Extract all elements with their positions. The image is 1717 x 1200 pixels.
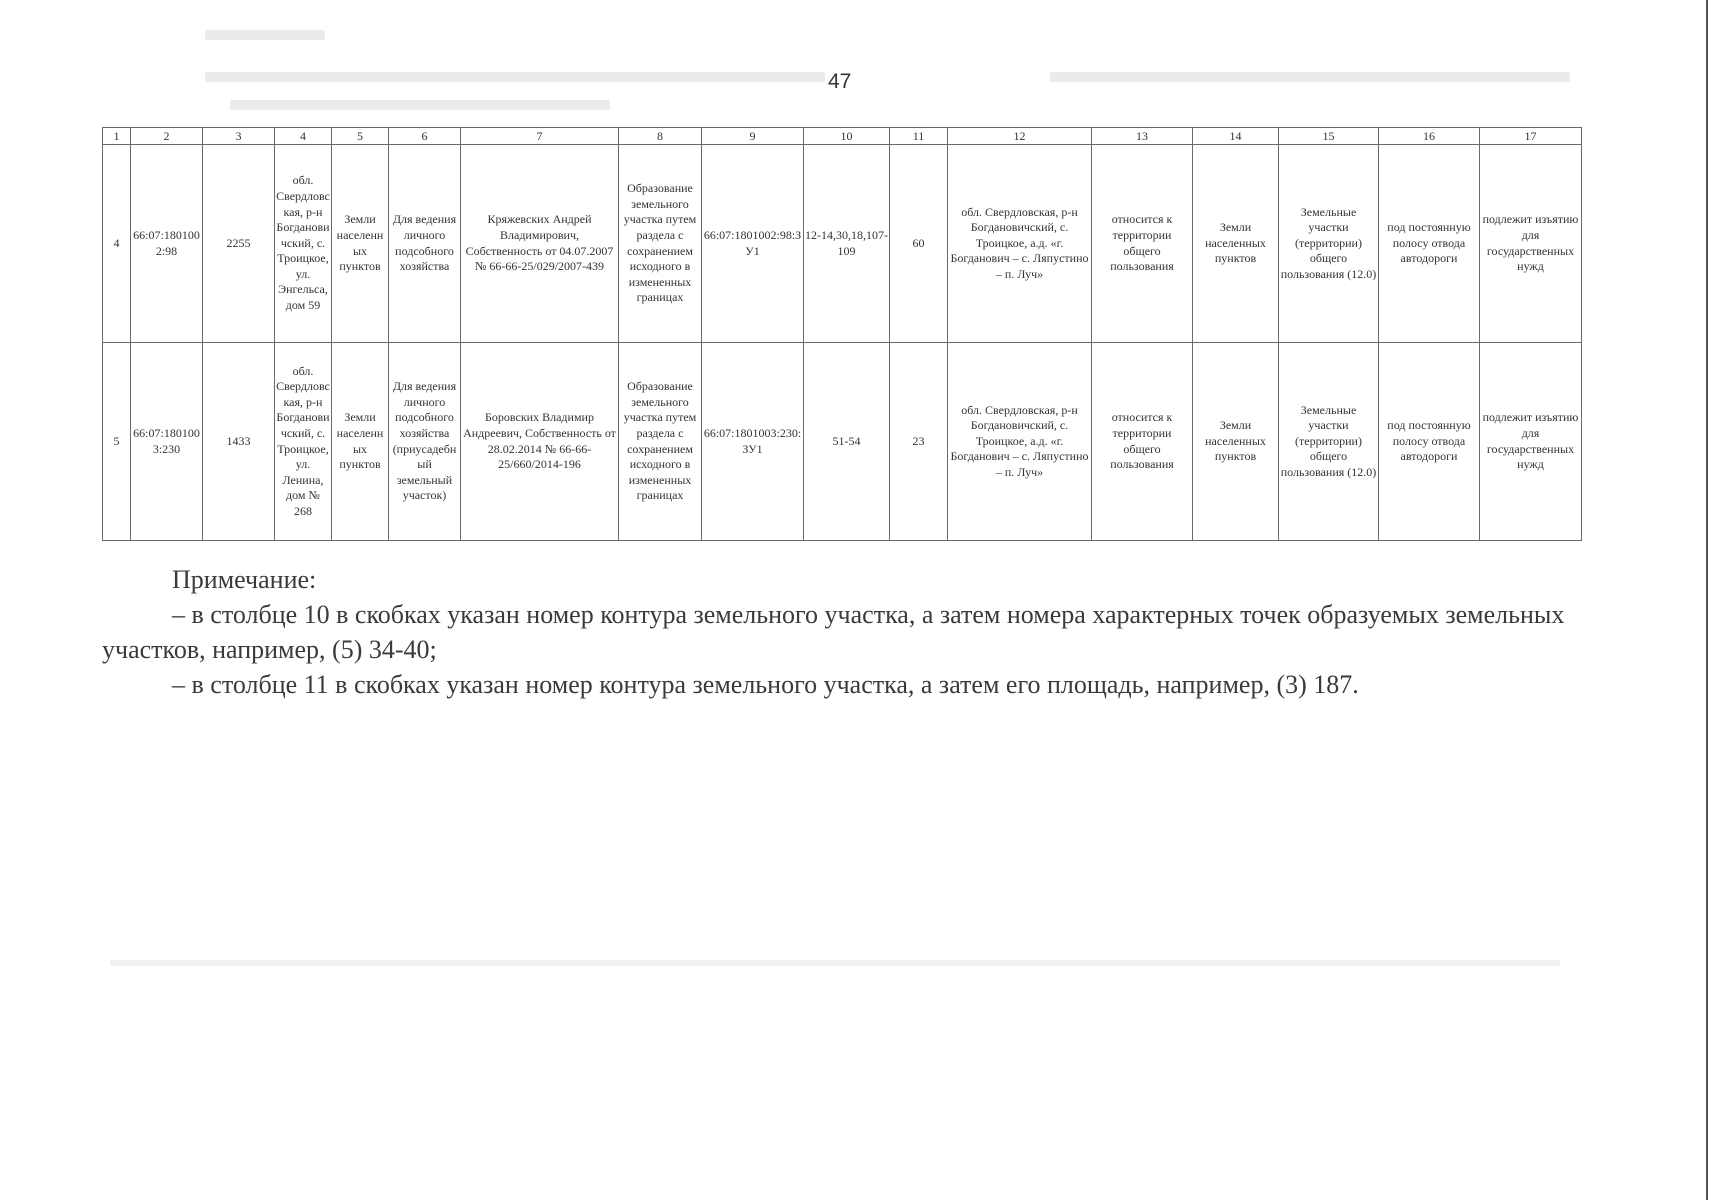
- row-number-cell: 4: [103, 145, 131, 343]
- cadastral-number-cell: 66:07:1801003:230: [131, 343, 203, 541]
- cadastral-number-cell: 66:07:1801002:98: [131, 145, 203, 343]
- table-row: [103, 145, 1582, 343]
- land-plots-table: [102, 127, 1582, 541]
- new-land-category-cell: Земли населенных пунктов: [1193, 343, 1279, 541]
- new-plot-designation-cell: 66:07:1801002:98:ЗУ1: [702, 145, 804, 343]
- address-cell: обл. Свердловская, р-н Богдановичский, с. Троицкое, ул. Ленина, дом № 268: [275, 343, 332, 541]
- territory-type-cell: относится к территории общего пользования: [1092, 145, 1193, 343]
- row-number-cell: 5: [103, 343, 131, 541]
- column-number: 12: [948, 128, 1092, 145]
- permitted-use-cell: Для ведения личного подсобного хозяйства: [389, 145, 461, 343]
- new-plot-designation-cell: 66:07:1801003:230:ЗУ1: [702, 343, 804, 541]
- column-number: 2: [131, 128, 203, 145]
- column-number: 16: [1379, 128, 1480, 145]
- characteristic-points-cell: 12-14,30,18,107-109: [804, 145, 890, 343]
- owner-rights-cell: Кряжевских Андрей Владимирович, Собственность от 04.07.2007 № 66-66-25/029/2007-439: [461, 145, 619, 343]
- seizure-note-cell: подлежит изъятию для государственных нужд: [1480, 145, 1582, 343]
- new-land-category-cell: Земли населенных пунктов: [1193, 145, 1279, 343]
- column-number: 1: [103, 128, 131, 145]
- bleed-through-line: [230, 100, 610, 110]
- bleed-through-line: [110, 960, 1560, 966]
- column-number: 14: [1193, 128, 1279, 145]
- new-plot-area-cell: 23: [890, 343, 948, 541]
- territory-type-cell: относится к территории общего пользования: [1092, 343, 1193, 541]
- characteristic-points-cell: 51-54: [804, 343, 890, 541]
- note-item: – в столбце 10 в скобках указан номер контура земельного участка, а затем номера характерных точек образуемых земельных участков, например, (5) 34-40;: [102, 600, 1565, 664]
- bleed-through-line: [205, 30, 325, 40]
- column-number: 10: [804, 128, 890, 145]
- column-number: 13: [1092, 128, 1193, 145]
- column-number: 7: [461, 128, 619, 145]
- scan-edge-line: [1706, 0, 1708, 1200]
- owner-rights-cell: Боровских Владимир Андреевич, Собственность от 28.02.2014 № 66-66-25/660/2014-196: [461, 343, 619, 541]
- address-cell: обл. Свердловская, р-н Богдановичский, с. Троицкое, ул. Энгельса, дом 59: [275, 145, 332, 343]
- column-number-row: [103, 128, 1582, 145]
- land-category-cell: Земли населенных пунктов: [332, 145, 389, 343]
- column-number: 8: [619, 128, 702, 145]
- note-block: [102, 562, 1582, 702]
- new-plot-area-cell: 60: [890, 145, 948, 343]
- new-plot-address-cell: обл. Свердловская, р-н Богдановичский, с. Троицкое, а.д. «г. Богданович – с. Ляпустино – п. Луч»: [948, 145, 1092, 343]
- purpose-cell: под постоянную полосу отвода автодороги: [1379, 343, 1480, 541]
- area-cell: 2255: [203, 145, 275, 343]
- column-number: 6: [389, 128, 461, 145]
- area-cell: 1433: [203, 343, 275, 541]
- permitted-use-cell: Для ведения личного подсобного хозяйства (приусадебный земельный участок): [389, 343, 461, 541]
- note-title: Примечание:: [172, 565, 317, 594]
- new-plot-address-cell: обл. Свердловская, р-н Богдановичский, с. Троицкое, а.д. «г. Богданович – с. Ляпустино – п. Луч»: [948, 343, 1092, 541]
- note-item: – в столбце 11 в скобках указан номер контура земельного участка, а затем его площадь, например, (3) 187.: [172, 670, 1359, 699]
- column-number: 15: [1279, 128, 1379, 145]
- formation-method-cell: Образование земельного участка путем раздела с сохранением исходного в измененных границах: [619, 343, 702, 541]
- column-number: 4: [275, 128, 332, 145]
- column-number: 5: [332, 128, 389, 145]
- column-number: 17: [1480, 128, 1582, 145]
- bleed-through-line: [1050, 72, 1570, 82]
- formation-method-cell: Образование земельного участка путем раздела с сохранением исходного в измененных границах: [619, 145, 702, 343]
- bleed-through-line: [205, 72, 825, 82]
- table-row: [103, 343, 1582, 541]
- column-number: 9: [702, 128, 804, 145]
- new-permitted-use-cell: Земельные участки (территории) общего пользования (12.0): [1279, 343, 1379, 541]
- purpose-cell: под постоянную полосу отвода автодороги: [1379, 145, 1480, 343]
- page-number: 47: [828, 70, 852, 93]
- new-permitted-use-cell: Земельные участки (территории) общего пользования (12.0): [1279, 145, 1379, 343]
- land-category-cell: Земли населенных пунктов: [332, 343, 389, 541]
- column-number: 3: [203, 128, 275, 145]
- seizure-note-cell: подлежит изъятию для государственных нужд: [1480, 343, 1582, 541]
- column-number: 11: [890, 128, 948, 145]
